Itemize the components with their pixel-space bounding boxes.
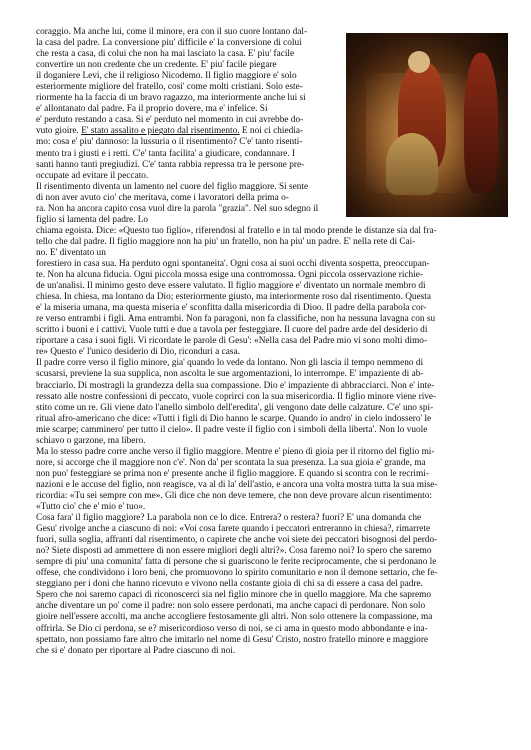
article-body <box>36 27 506 657</box>
paragraph-6 <box>36 513 506 657</box>
line: no? Siete disposti ad ammettere di non essere migliori degli altri?». Cosa faremo noi? Io spero che saremo <box>36 546 432 557</box>
line: occupate ad evitare il peccato. <box>36 170 149 181</box>
line: tello che dal padre. Il figlio maggiore non ha piu' un fratello, non ha piu' un padre. E' nella rete di Cai- <box>36 236 416 247</box>
line: Spero che noi saremo capaci di riconoscerci sia nel figlio minore che in quello maggiore. Ma che sapremo <box>36 590 431 601</box>
line: schiavo o garzone, ma libero. <box>36 435 146 446</box>
line-end: E noi ci chiedia- <box>239 126 304 137</box>
paragraph-5 <box>36 447 506 513</box>
line: di non aver avuto cio' che meritava, come i lavoratori della prima o- <box>36 192 289 203</box>
line: re verso entrambi i figli. Ama entrambi. Non fa paragoni, non fa classifiche, non ha nessuna lavagna con su <box>36 314 436 325</box>
line: Ma lo stesso padre corre anche verso il figlio maggiore. Mentre e' pieno di gioia per il ritorno del figlio mi- <box>36 446 435 457</box>
line: mie scarpe; camminero' per tutto il cielo». Il padre veste il figlio con i simboli della liberta'. Non lo vuole <box>36 424 428 435</box>
line: e' allontanato dal padre. Fa il proprio dovere, ma e' infelice. Si <box>36 104 268 115</box>
line: convertire un non credente che un credente. E' piu' facile piegare <box>36 60 277 71</box>
line: forestiero in casa sua. Ha perduto ogni spontaneita'. Ogni cosa ai suoi occhi diventa sospetta, preoccupan- <box>36 258 430 269</box>
younger-son-figure <box>386 133 438 195</box>
line: ressato alle nostre confessioni di peccato, vuole coprirci con la sua misericordia. Il figlio minore viene rive- <box>36 391 437 402</box>
line: gioire nell'essere accolti, ma anche accogliere festosamente gli altri. Non solo ottenere la compassione, ma <box>36 612 433 623</box>
line: riportare a casa i suoi figli. Vi ricordate le parole di Gesu': «Nella casa del Padre mio vi sono molti dimo- <box>36 336 428 347</box>
line-start: vuto gioire. <box>36 126 82 137</box>
line: ricordia: «Tu sei sempre con me». Gli dice che non deve temere, che non deve provare alcun risentimento: <box>36 490 432 501</box>
line: chiama egoista. Dice: «Questo tuo figlio», riferendosi al fratello e in tal modo prende le distanze sia dal fra- <box>36 225 437 236</box>
line: che resta a casa, di colui che non ha mai lasciato la casa. E' piu' facile <box>36 49 295 60</box>
line: non puo' festeggiare se prima non e' presente anche il figlio maggiore. E quando si scontra con le recrimi- <box>36 468 429 479</box>
line: Il risentimento diventa un lamento nel cuore del figlio maggiore. Si sente <box>36 181 309 192</box>
line: nore, si accorge che il maggiore non c'e'. Non da' per scontata la sua presenza. La sua gioia e' grande, ma <box>36 457 426 468</box>
line: no. E' diventato un <box>36 247 106 258</box>
line: che si e' donato per riportare al Padre ciascuno di noi. <box>36 645 236 656</box>
line: il doganiere Levi, che il religioso Nicodemo. Il figlio maggiore e' solo <box>36 71 297 82</box>
line: scusarsi, previene la sua supplica, non ascolta le sue argomentazioni, lo interrompe. E' impaziente di ab- <box>36 369 424 380</box>
line: Cosa fara' il figlio maggiore? La parabola non ce lo dice. Entrera? o restera? fuori? E' una domanda che <box>36 513 422 524</box>
article-top-section <box>36 27 506 358</box>
line: nazioni e le accuse del figlio, non reagisce, va al di la' dell'astio, e ancora una volta mostra tutta la sua mise- <box>36 479 438 490</box>
line: sempre di piu' una comunita' fatta di persone che si guariscono le ferite reciprocamente, che si perdonano le <box>36 557 437 568</box>
line: scritto i buoni e i cattivi. Vuole tutti e due a tavola per festeggiare. Il cuore del padre arde del desiderio di <box>36 325 428 336</box>
line: chiesa. In chiesa, ma lontano da Dio; esteriormente giusto, ma interiormente roso dal risentimento. Questa <box>36 292 432 303</box>
line: e' perduto restando a casa. Si e' perduto nel momento in cui avrebbe do- <box>36 115 304 126</box>
line: ritual afro-americano che dice: «Tutti i figli di Dio hanno le scarpe. Quando io andro' in cielo indossero' le <box>36 413 432 424</box>
line: mento tra i giusti e i retti. C'e' tanta facilita' a giudicare, condannare. I <box>36 148 296 159</box>
elder-son-figure <box>464 53 498 193</box>
line: la casa del padre. La conversione piu' difficile e' la conversione di colui <box>36 38 302 49</box>
underlined-sentence: E' stato assalito e piegato dal risentimento. <box>81 126 240 137</box>
line: offrirla. Se Dio ci perdona, se e? misericordioso verso di noi, se ci ama in questo modo abbondante e ina- <box>36 623 428 634</box>
line: mo: cosa e' piu' dannoso: la lussuria o il risentimento? C'e' tanto risenti- <box>36 137 303 148</box>
line: esteriormente migliore del fratello, cosi' come molti cristiani. Solo este- <box>36 82 303 93</box>
line: riormente ha la faccia di un bravo ragazzo, ma interiormente anche lui si <box>36 93 306 104</box>
father-head <box>408 51 430 73</box>
line: coraggio. Ma anche lui, come il minore, era con il suo cuore lontano dal- <box>36 27 308 37</box>
line: de un'analisi. Il minimo gesto deve essere valutato. Il figlio maggiore e' diventato un normale membro di <box>36 281 426 292</box>
line: offese, che condividono i loro beni, che promuovono lo spirito comunitario e non il demone settario, che fe- <box>36 568 438 579</box>
line: santi hanno tanti pregiudizi. C'e' tanta rabbia repressa tra le persone pre- <box>36 159 305 170</box>
line: bracciarlo. Di mostragli la grandezza della sua compassione. Dio e' impaziente di abbracciarci. Non e' inte- <box>36 380 435 391</box>
line: Gesu' rivolge anche a ciascuno di noi: «Voi cosa farete quando i peccatori entreranno in chiesa?, rimarrete <box>36 524 431 535</box>
line: steggiano per i doni che hanno ricevuto e vivono nella costante gioia di chi sa di essere a casa del padre. <box>36 579 423 590</box>
line: Il padre corre verso il figlio minore, gia' quando lo vede da lontano. Non gli lascia il tempo nemmeno di <box>36 358 424 369</box>
paragraph-4 <box>36 358 506 446</box>
line: re» Questo e' l'unico desiderio di Dio, riconduri a casa. <box>36 347 240 358</box>
line: anche diventare un po' come il padre: non solo essere perdonati, ma anche capaci di perdonare. Non solo <box>36 601 426 612</box>
line: spettato, non possiamo fare altro che imitarlo nel nome di Gesu' Cristo, nostro fratello minore e maggiore <box>36 634 429 645</box>
prodigal-son-painting <box>346 33 508 217</box>
line: ra. Non ha ancora capito cosa vuol dire la parola "grazia". Nel suo sdegno il figlio si lamenta del padre. Lo <box>36 203 319 225</box>
line: stito come un re. Gli viene dato l'anello simbolo dell'eredita', gli vengono date delle calzature. C'e' uno spi- <box>36 402 434 413</box>
line: fuori, sulla soglia, affranti dal risentimento, o capirete che anche voi siete dei peccatori bisognosi del perdo- <box>36 535 438 546</box>
line: «Tutto cio' che e' mio e' tuo». <box>36 502 146 513</box>
line: te. Non ha alcuna fiducia. Ogni piccola mossa esige una contromossa. Ogni piccola osservazione richie- <box>36 270 423 281</box>
line: e' la miseria umana, ma questa miseria e' sconfitta dalla misericordia di Dioo. Il padre della parabola cor- <box>36 303 427 314</box>
